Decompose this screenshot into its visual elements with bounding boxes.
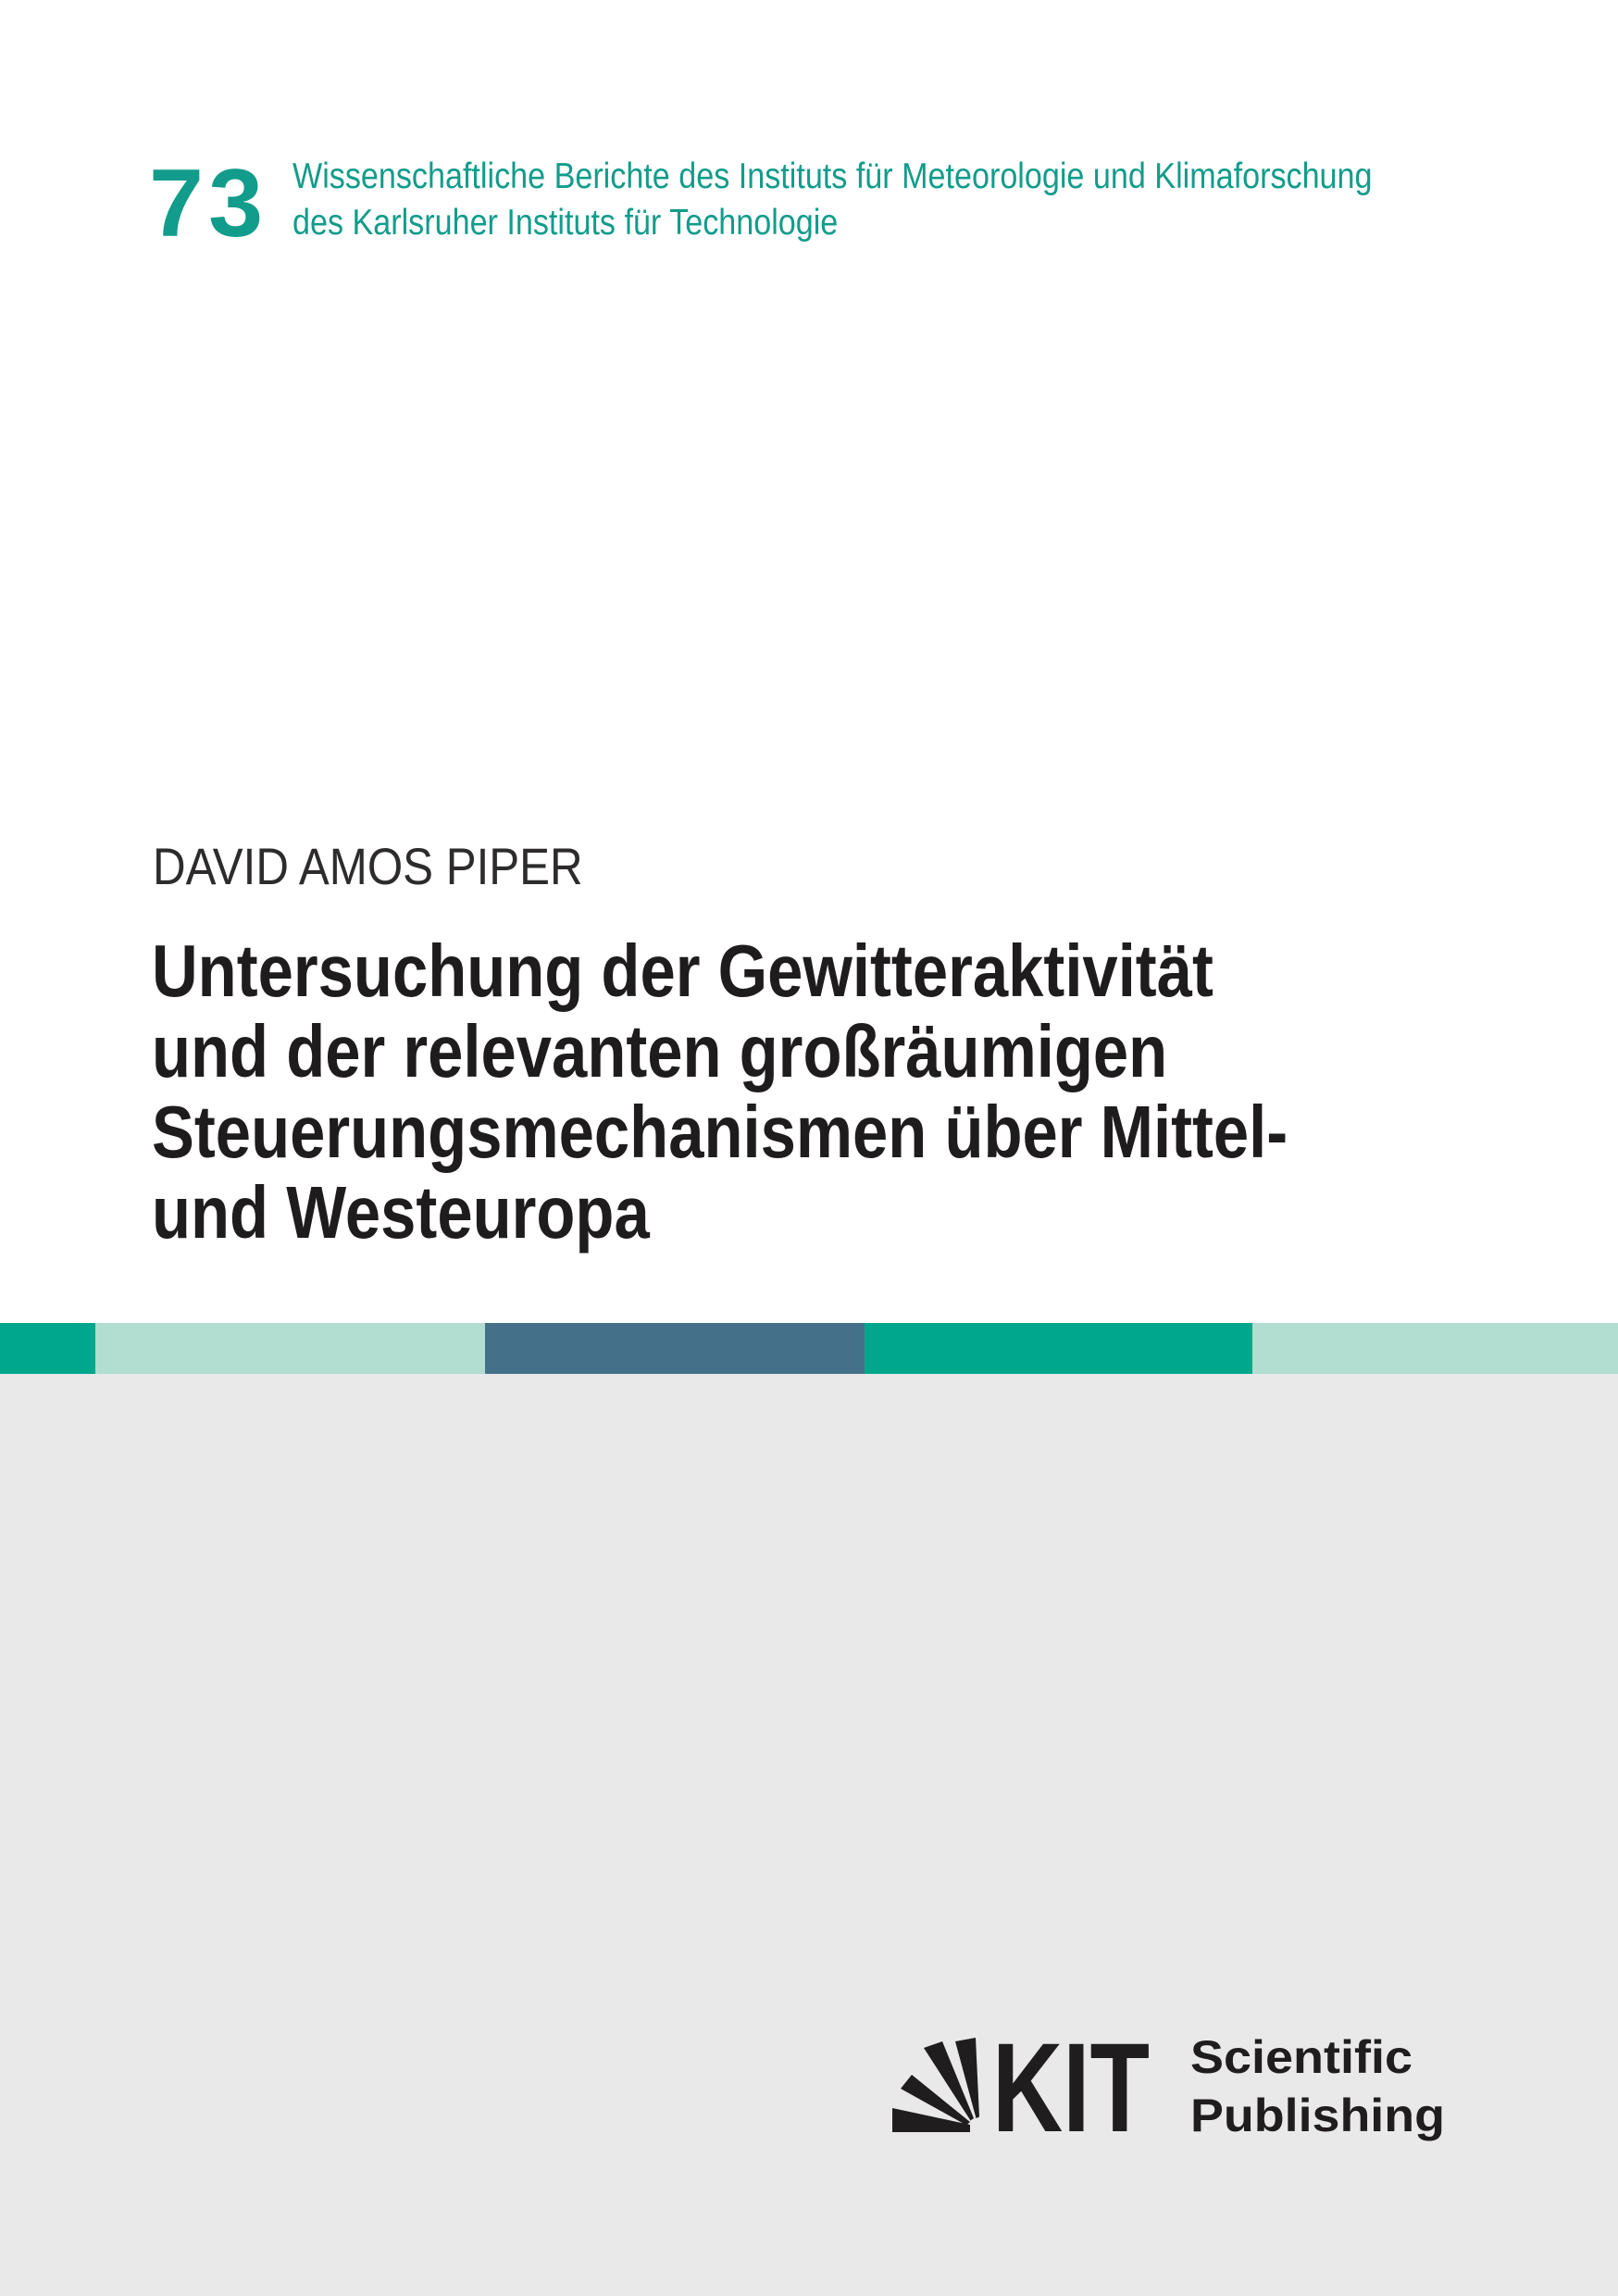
- band-segment-3: [485, 1323, 865, 1374]
- author-name: DAVID AMOS PIPER: [153, 837, 583, 895]
- series-title: [292, 154, 1373, 246]
- title-line-1: Untersuchung der Gewitteraktivität: [152, 930, 1214, 1012]
- publisher-name-line-1: Scientific: [1190, 2037, 1413, 2083]
- kit-scientific-publishing-logo: [889, 2037, 1458, 2190]
- title-line-3: Steuerungsmechanismen über Mittel-: [152, 1091, 1288, 1173]
- series-title-line-1: Wissenschaftliche Berichte des Instituts für Meteorologie und Klimaforschung: [292, 156, 1373, 196]
- title-line-4: und Westeuropa: [152, 1171, 650, 1254]
- book-title: [152, 930, 1288, 1253]
- band-segment-5: [1252, 1323, 1618, 1374]
- band-segment-1: [0, 1323, 95, 1374]
- kit-logo-text: KIT: [992, 2037, 1150, 2159]
- band-segment-4: [865, 1323, 1252, 1374]
- band-segment-2: [95, 1323, 485, 1374]
- series-issue-number: 73: [149, 150, 268, 257]
- series-title-line-2: des Karlsruher Instituts für Technologie: [292, 203, 839, 243]
- publisher-name-line-2: Publishing: [1190, 2090, 1445, 2141]
- color-band: [0, 1323, 1618, 1374]
- kit-fan-icon: [892, 2038, 979, 2132]
- title-line-2: und der relevanten großräumigen: [152, 1010, 1168, 1092]
